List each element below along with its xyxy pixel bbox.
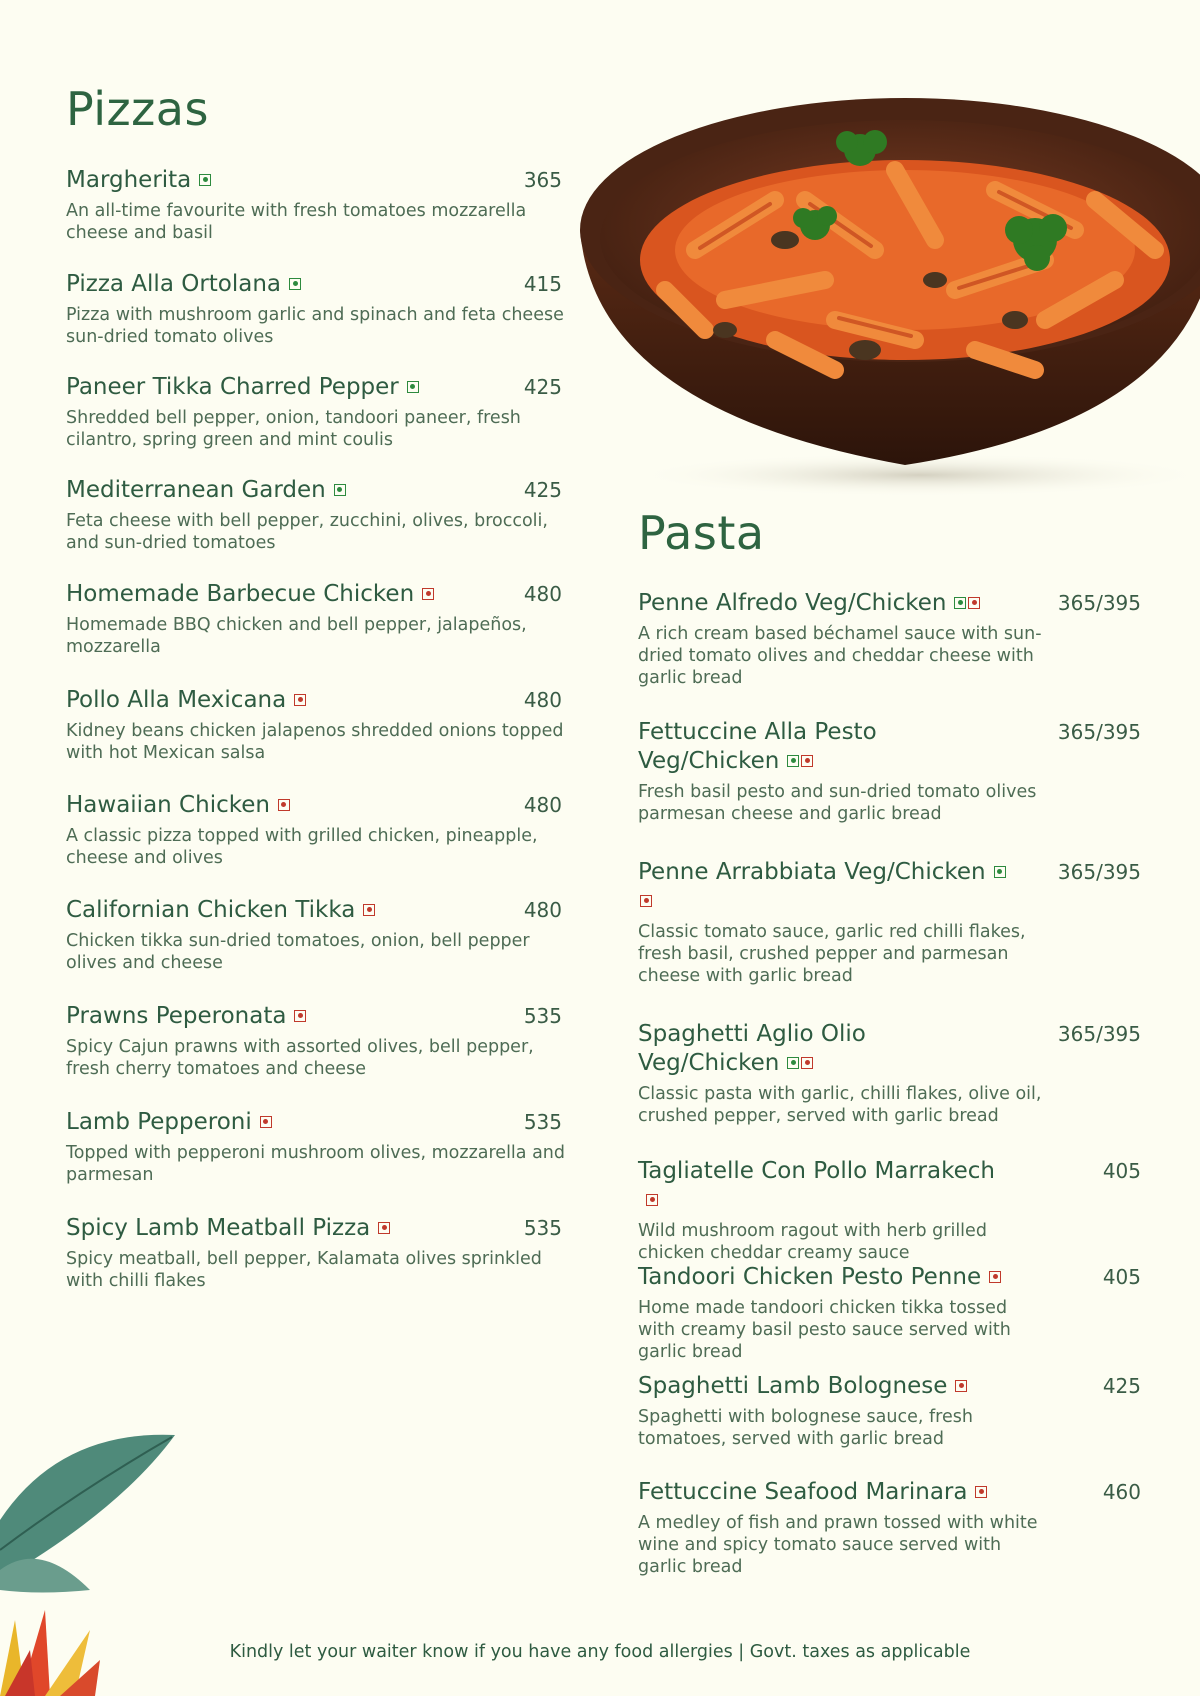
item-name-text: Margherita — [66, 167, 192, 193]
item-description: Feta cheese with bell pepper, zucchini, olives, broccoli, and sun-dried tomatoes — [66, 511, 548, 553]
item-name — [66, 476, 536, 505]
item-price: 480 — [523, 793, 562, 817]
nonveg-mark-icon — [363, 904, 375, 916]
item-price: 425 — [523, 375, 562, 399]
item-name — [66, 166, 536, 195]
item-description: A rich cream based béchamel sauce with sun-dried tomato olives and cheddar cheese with garlic bread — [638, 624, 1042, 688]
item-description: Spicy Cajun prawns with assorted olives, bell pepper, fresh cherry tomatoes and cheese — [66, 1037, 534, 1079]
item-name-text: Spicy Lamb Meatball Pizza — [66, 1215, 371, 1241]
allergy-notice: Kindly let your waiter know if you have any food allergies | Govt. taxes as applicable — [229, 1642, 971, 1662]
pizzas-item — [66, 686, 562, 764]
item-name — [66, 686, 536, 715]
item-name-text: Spaghetti Aglio Olio Veg/Chicken — [638, 1021, 866, 1076]
item-price: 535 — [523, 1216, 562, 1240]
pasta-item — [638, 1372, 1141, 1450]
nonveg-mark-icon — [640, 895, 652, 907]
item-name-text: Penne Arrabbiata Veg/Chicken — [638, 859, 986, 885]
pizzas-item — [66, 1108, 565, 1186]
nonveg-mark-icon — [278, 799, 290, 811]
veg-mark-icon — [954, 597, 966, 609]
pasta-item — [638, 1478, 1141, 1578]
item-price: 405 — [1102, 1159, 1141, 1183]
item-name-text: Penne Alfredo Veg/Chicken — [638, 590, 947, 616]
pizzas-item — [66, 580, 562, 658]
item-description: Classic tomato sauce, garlic red chilli flakes, fresh basil, crushed pepper and parmesan cheese with garlic bread — [638, 922, 1026, 986]
item-name — [638, 858, 1008, 916]
item-name — [66, 270, 536, 299]
item-description: Shredded bell pepper, onion, tandoori paneer, fresh cilantro, spring green and mint coulis — [66, 408, 521, 450]
item-name — [66, 1002, 536, 1031]
leaf-decoration-image — [0, 1420, 180, 1600]
nonveg-mark-icon — [968, 597, 980, 609]
item-name-text: Fettuccine Seafood Marinara — [638, 1479, 968, 1505]
pizzas-title: Pizzas — [66, 82, 209, 136]
nonveg-mark-icon — [294, 694, 306, 706]
item-price: 405 — [1102, 1265, 1141, 1289]
nonveg-mark-icon — [378, 1222, 390, 1234]
nonveg-mark-icon — [955, 1380, 967, 1392]
item-description: Topped with pepperoni mushroom olives, mozzarella and parmesan — [66, 1143, 565, 1185]
item-price: 425 — [1102, 1374, 1141, 1398]
item-price: 365/395 — [1057, 591, 1141, 615]
item-name-text: Lamb Pepperoni — [66, 1109, 252, 1135]
item-description: Kidney beans chicken jalapenos shredded onions topped with hot Mexican salsa — [66, 721, 564, 763]
item-name-text: Prawns Peperonata — [66, 1003, 287, 1029]
item-name — [66, 1214, 536, 1243]
pizzas-item — [66, 270, 562, 348]
pasta-item — [638, 718, 1141, 825]
item-name — [66, 580, 536, 609]
item-description: Homemade BBQ chicken and bell pepper, jalapeños, mozzarella — [66, 615, 527, 657]
item-price: 480 — [523, 582, 562, 606]
pizzas-item — [66, 791, 562, 869]
item-name — [638, 1372, 1008, 1401]
item-name — [638, 589, 1008, 618]
pasta-title: Pasta — [638, 506, 765, 560]
nonveg-mark-icon — [294, 1010, 306, 1022]
item-name — [638, 1157, 1008, 1215]
item-name-text: Pollo Alla Mexicana — [66, 687, 287, 713]
pizzas-item — [66, 373, 562, 451]
nonveg-mark-icon — [646, 1194, 658, 1206]
nonveg-mark-icon — [989, 1271, 1001, 1283]
item-name-text: Tagliatelle Con Pollo Marrakech — [638, 1158, 995, 1184]
item-name-text: Mediterranean Garden — [66, 477, 326, 503]
pizzas-item — [66, 166, 562, 244]
item-price: 535 — [523, 1004, 562, 1028]
item-name — [638, 1020, 1008, 1078]
pasta-bowl-image — [575, 80, 1200, 500]
item-price: 415 — [523, 272, 562, 296]
veg-mark-icon — [289, 278, 301, 290]
item-name — [66, 373, 536, 402]
item-description: Wild mushroom ragout with herb grilled chicken cheddar creamy sauce — [638, 1221, 987, 1263]
item-price: 480 — [523, 898, 562, 922]
item-description: A medley of fish and prawn tossed with white wine and spicy tomato sauce served with garlic bread — [638, 1513, 1038, 1577]
veg-mark-icon — [199, 174, 211, 186]
item-description: Pizza with mushroom garlic and spinach and feta cheese sun-dried tomato olives — [66, 305, 564, 347]
pasta-item — [638, 1263, 1141, 1363]
veg-mark-icon — [994, 866, 1006, 878]
item-price: 460 — [1102, 1480, 1141, 1504]
nonveg-mark-icon — [975, 1486, 987, 1498]
nonveg-mark-icon — [801, 1057, 813, 1069]
pasta-item — [638, 589, 1141, 689]
item-name — [638, 1263, 1008, 1292]
pasta-item — [638, 1020, 1141, 1127]
item-name-text: Fettuccine Alla Pesto Veg/Chicken — [638, 719, 877, 774]
nonveg-mark-icon — [422, 588, 434, 600]
item-name-text: Californian Chicken Tikka — [66, 897, 356, 923]
item-description: Home made tandoori chicken tikka tossed with creamy basil pesto sauce served with garlic bread — [638, 1298, 1011, 1362]
item-name-text: Spaghetti Lamb Bolognese — [638, 1373, 948, 1399]
item-price: 535 — [523, 1110, 562, 1134]
pizzas-item — [66, 896, 562, 974]
item-name-text: Tandoori Chicken Pesto Penne — [638, 1264, 982, 1290]
item-name — [66, 1108, 536, 1137]
veg-mark-icon — [407, 381, 419, 393]
item-name-text: Homemade Barbecue Chicken — [66, 581, 415, 607]
item-name-text: Pizza Alla Ortolana — [66, 271, 282, 297]
item-name — [638, 1478, 1008, 1507]
pasta-item — [638, 1157, 1141, 1264]
item-description: Fresh basil pesto and sun-dried tomato olives parmesan cheese and garlic bread — [638, 782, 1037, 824]
item-name — [66, 791, 536, 820]
item-price: 425 — [523, 478, 562, 502]
item-description: Spicy meatball, bell pepper, Kalamata olives sprinkled with chilli flakes — [66, 1249, 542, 1291]
pizzas-item — [66, 1002, 562, 1080]
item-price: 480 — [523, 688, 562, 712]
item-name — [66, 896, 536, 925]
veg-mark-icon — [787, 1057, 799, 1069]
item-name — [638, 718, 1008, 776]
nonveg-mark-icon — [801, 755, 813, 767]
pasta-item — [638, 858, 1141, 987]
veg-mark-icon — [787, 755, 799, 767]
item-description: An all-time favourite with fresh tomatoes mozzarella cheese and basil — [66, 201, 527, 243]
item-name-text: Paneer Tikka Charred Pepper — [66, 374, 399, 400]
item-description: Chicken tikka sun-dried tomatoes, onion, bell pepper olives and cheese — [66, 931, 530, 973]
item-price: 365 — [523, 168, 562, 192]
pizzas-item — [66, 1214, 562, 1292]
item-price: 365/395 — [1057, 860, 1141, 884]
item-name-text: Hawaiian Chicken — [66, 792, 270, 818]
item-description: Classic pasta with garlic, chilli flakes, olive oil, crushed pepper, served with garlic bread — [638, 1084, 1042, 1126]
item-description: Spaghetti with bolognese sauce, fresh tomatoes, served with garlic bread — [638, 1407, 973, 1449]
nonveg-mark-icon — [260, 1116, 272, 1128]
item-price: 365/395 — [1057, 1022, 1141, 1046]
item-description: A classic pizza topped with grilled chicken, pineapple, cheese and olives — [66, 826, 538, 868]
pizzas-item — [66, 476, 562, 554]
item-price: 365/395 — [1057, 720, 1141, 744]
veg-mark-icon — [334, 484, 346, 496]
